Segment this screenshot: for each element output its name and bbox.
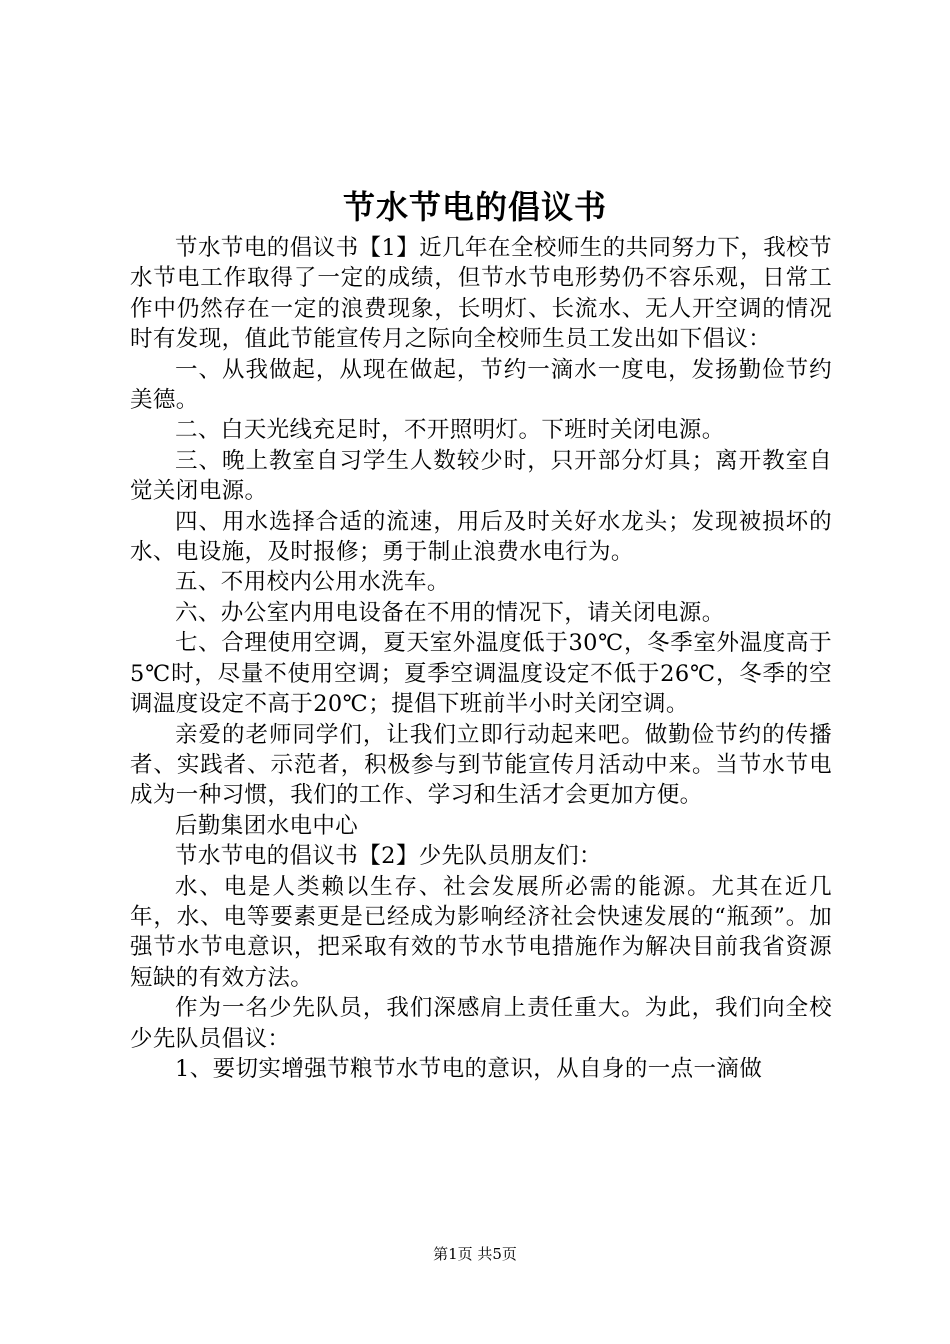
- paragraph: 七、合理使用空调，夏天室外温度低于30℃，冬季室外温度高于5℃时，尽量不使用空调；夏季空调温度设定不低于26℃，冬季的空调温度设定不高于20℃；提倡下班前半小时关闭空调。: [130, 630, 832, 718]
- paragraph: 六、办公室内用电设备在不用的情况下，请关闭电源。: [175, 599, 725, 626]
- signature-line: 后勤集团水电中心: [175, 812, 359, 839]
- paragraph: 节水节电的倡议书【1】近几年在全校师生的共同努力下，我校节水节电工作取得了一定的成绩，但节水节电形势仍不容乐观，日常工作中仍然存在一定的浪费现象，长明灯、长流水、无人开空调的情况时有发现，值此节能宣传月之际向全校师生员工发出如下倡议：: [130, 235, 832, 353]
- page-footer: 第1页 共5页: [433, 1245, 517, 1263]
- paragraph: 一、从我做起，从现在做起，节约一滴水一度电，发扬勤俭节约美德。: [130, 356, 832, 414]
- paragraph: 亲爱的老师同学们，让我们立即行动起来吧。做勤俭节约的传播者、实践者、示范者，积极参与到节能宣传月活动中来。当节水节电成为一种习惯，我们的工作、学习和生活才会更加方便。: [130, 721, 832, 809]
- document-body: [130, 233, 832, 1084]
- paragraph: 四、用水选择合适的流速，用后及时关好水龙头；发现被损坏的水、电设施，及时报修；勇于制止浪费水电行为。: [130, 508, 832, 566]
- paragraph: 作为一名少先队员，我们深感肩上责任重大。为此，我们向全校少先队员倡议：: [130, 995, 832, 1052]
- paragraph: 五、不用校内公用水洗车。: [175, 569, 450, 596]
- paragraph: 1、要切实增强节粮节水节电的意识，从自身的一点一滴做: [175, 1055, 763, 1082]
- paragraph: 三、晚上教室自习学生人数较少时，只开部分灯具；离开教室自觉关闭电源。: [130, 447, 832, 505]
- paragraph: 节水节电的倡议书【2】少先队员朋友们：: [175, 843, 602, 870]
- paragraph: 二、白天光线充足时，不开照明灯。下班时关闭电源。: [175, 417, 725, 444]
- document-title: 节水节电的倡议书: [342, 188, 607, 226]
- paragraph: 水、电是人类赖以生存、社会发展所必需的能源。尤其在近几年，水、电等要素更是已经成为影响经济社会快速发展的“瓶颈”。加强节水节电意识，把采取有效的节水节电措施作为解决目前我省资源短缺的有效方法。: [130, 873, 832, 991]
